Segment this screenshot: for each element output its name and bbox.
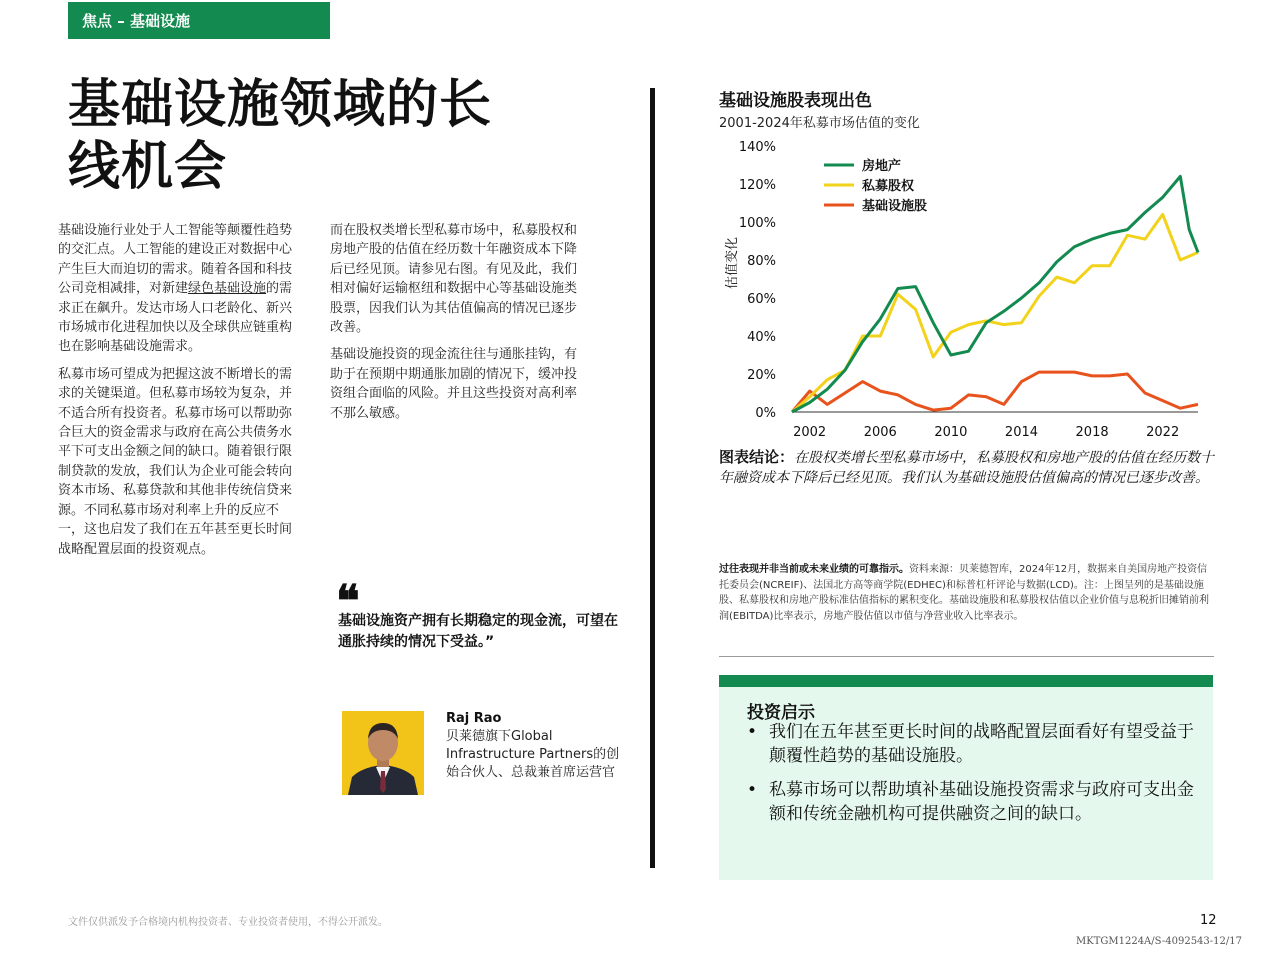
source-note (719, 562, 1209, 624)
disclaimer-bold: 过往表现并非当前或未来业绩的可靠指示。 (719, 564, 909, 575)
chart-legend-label: 房地产 (862, 159, 902, 174)
chart-y-tick-label: 100% (738, 216, 776, 231)
footer-disclaimer: 文件仅供派发予合格境内机构投资者、专业投资者使用，不得公开派发。 (68, 917, 388, 928)
chart-x-ticks (793, 425, 1179, 440)
pull-quote: 基础设施资产拥有长期稳定的现金流，可望在通胀持续的情况下受益。” (338, 613, 618, 650)
source-text: 资料来源：贝莱德智库，2024年12月，数据来自美国房地产投资信托委员会(NCREIF)、法国北方高等商学院(EDHEC)和标普杠杆评论与数据(LCD)。注：上图呈列的是基础设施股、私募股权和房地产股标准估值指标的累积变化。基础设施股和私募股权估值以企业价值与息税折旧摊销前利润(EBITDA)比率表示，房地产股估值以市值与净营业收入比率表示。 (719, 564, 1209, 622)
page-title (68, 74, 568, 198)
chart-x-tick-label: 2018 (1075, 425, 1109, 440)
col2-paragraph-2: 基础设施投资的现金流往往与通胀挂钩，有助于在预期中期通胀加剧的情况下，缓冲投资组合面临的风险。并且这些投资对高利率不那么敏感。 (330, 347, 578, 421)
chart-conclusion (719, 447, 1219, 488)
chart-legend-label: 私募股权 (862, 179, 915, 194)
col1-paragraph-1 (58, 221, 302, 357)
bullet-icon: • (747, 722, 758, 742)
section-tag: 焦点 – 基础设施 (68, 2, 330, 39)
vertical-divider (650, 88, 655, 868)
chart-legend (824, 158, 928, 214)
chart-x-tick-label: 2022 (1146, 425, 1180, 440)
chart-x-tick-label: 2006 (863, 425, 897, 440)
chart-y-tick-label: 40% (747, 330, 776, 345)
chart-x-tick-label: 2014 (1004, 425, 1039, 440)
insight-accent-bar (719, 675, 1213, 687)
valuation-line-chart (700, 130, 1220, 445)
insight-bullets (747, 720, 1207, 836)
chart-y-axis-label: 估值变化 (725, 236, 740, 290)
person-photo (342, 711, 424, 795)
body-column-1 (58, 221, 302, 567)
chart-series-line-3 (792, 372, 1198, 412)
insight-bullet-2-text: 私募市场可以帮助填补基础设施投资需求与政府可支出金额和传统金融机构可提供融资之间的缺口。 (769, 780, 1194, 824)
green-infrastructure-link[interactable]: 绿色基础设施 (188, 281, 267, 297)
page-number: 12 (1200, 913, 1217, 928)
col1-p1-text-b: 的需求正在飙升。发达市场人口老龄化、新兴市场城市化进程加快以及全球供应链重构也在影响基础设施需求。 (58, 281, 293, 355)
col1-p1-text-a: 基础设施行业处于人工智能等颠覆性趋势的交汇点。人工智能的建设正对数据中心产生巨大而迫切的需求。随着各国和科技公司竞相减排，对新建 (58, 223, 293, 297)
chart-series-lines (792, 176, 1198, 412)
chart-y-tick-label: 120% (738, 178, 776, 193)
chart-y-tick-label: 60% (747, 292, 776, 307)
insight-bullet-1-text: 我们在五年甚至更长时间的战略配置层面看好有望受益于颠覆性趋势的基础设施股。 (769, 722, 1194, 766)
chart-x-tick-label: 2010 (934, 425, 968, 440)
chart-series-line-1 (792, 176, 1198, 412)
chart-x-tick-label: 2002 (793, 425, 827, 440)
document-code: MKTGM1224A/S-4092543-12/17 (1076, 936, 1242, 947)
quote-mark-icon: ❝ (336, 576, 360, 627)
bullet-icon: • (747, 780, 758, 800)
col1-paragraph-2: 私募市场可望成为把握这波不断增长的需求的关键渠道。但私募市场较为复杂，并不适合所有投资者。私募市场可以帮助弥合巨大的资金需求与政府在高公共债务水平下可支出金额之间的缺口。随着银行限制贷款的发放，我们认为企业可能会转向资本市场、私募贷款和其他非传统信贷来源。不同私募市场对利率上升的反应不一，这也启发了我们在五年甚至更长时间战略配置层面的投资观点。 (58, 366, 293, 557)
page-title-line2: 线机会 (68, 137, 228, 197)
chart-subtitle: 2001-2024年私募市场估值的变化 (719, 116, 920, 131)
conclusion-text: 在股权类增长型私募市场中，私募股权和房地产股的估值在经历数十年融资成本下降后已经见顶。我们认为基础设施股估值偏高的情况已逐步改善。 (719, 450, 1215, 486)
col2-paragraph-1: 而在股权类增长型私募市场中，私募股权和房地产股的估值在经历数十年融资成本下降后已经见顶。请参见右图。有见及此，我们相对偏好运输枢纽和数据中心等基础设施类股票，因我们认为其估值偏高的情况已逐步改善。 (330, 223, 578, 336)
insight-bullet-2 (747, 778, 1207, 826)
chart-y-tick-label: 80% (747, 254, 776, 269)
insight-title: 投资启示 (747, 703, 815, 723)
chart-title: 基础设施股表现出色 (719, 91, 872, 111)
person-portrait-icon (342, 711, 424, 795)
chart-legend-label: 基础设施股 (862, 199, 928, 214)
source-divider (719, 656, 1214, 657)
chart-y-tick-label: 0% (755, 406, 776, 421)
chart-y-ticks (739, 140, 776, 421)
insight-bullet-1 (747, 720, 1207, 768)
person-role: 贝莱德旗下Global Infrastructure Partners的创始合伙人、总裁兼首席运营官 (446, 729, 620, 780)
chart-y-tick-label: 140% (738, 140, 776, 155)
conclusion-label: 图表结论： (719, 448, 795, 466)
body-column-2 (330, 221, 582, 431)
chart-y-tick-label: 20% (747, 368, 776, 383)
person-name: Raj Rao (446, 711, 502, 726)
page-title-line1: 基础设施领域的长 (68, 75, 493, 135)
